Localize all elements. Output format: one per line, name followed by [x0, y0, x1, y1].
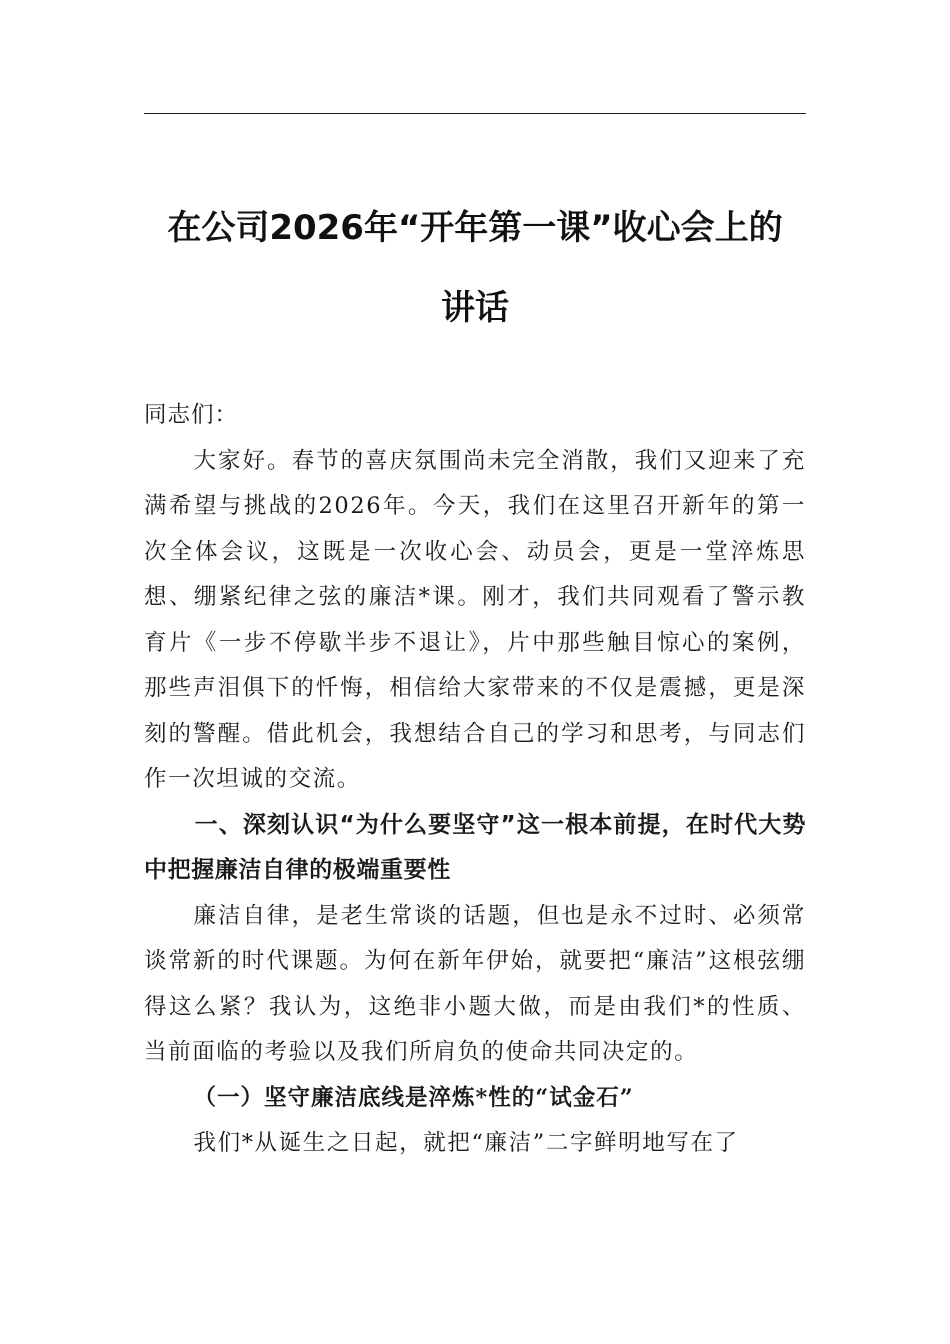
section-heading-1: 一、深刻认识“为什么要坚守”这一根本前提，在时代大势中把握廉洁自律的极端重要性	[144, 811, 806, 883]
paragraph-opening: 大家好。春节的喜庆氛围尚未完全消散，我们又迎来了充满希望与挑战的2026年。今天，我们在这里召开新年的第一次全体会议，这既是一次收心会、动员会，更是一堂淬炼思想、绷紧纪律之弦的廉洁*课。刚才，我们共同观看了警示教育片《一步不停歇半步不退让》，片中那些触目惊心的案例，那些声泪俱下的忏悔，相信给大家带来的不仅是震撼，更是深刻的警醒。借此机会，我想结合自己的学习和思考，与同志们作一次坦诚的交流。	[144, 447, 806, 792]
document-body	[144, 393, 806, 1167]
title-line-1: 在公司2026年“开年第一课”收心会上的	[167, 208, 783, 248]
paragraph-section-1: 廉洁自律，是老生常谈的话题，但也是永不过时、必须常谈常新的时代课题。为何在新年伊始，就要把“廉洁”这根弦绷得这么紧？我认为，这绝非小题大做，而是由我们*的性质、当前面临的考验以及我们所肩负的使命共同决定的。	[144, 902, 806, 1065]
header-rule	[144, 113, 806, 114]
document-title	[144, 188, 806, 348]
salutation: 同志们：	[144, 402, 239, 428]
title-line-2: 讲话	[441, 288, 509, 328]
subsection-heading-1: （一）坚守廉洁底线是淬炼*性的“试金石”	[193, 1084, 634, 1111]
paragraph-subsection-1: 我们*从诞生之日起，就把“廉洁”二字鲜明地写在了	[193, 1130, 739, 1156]
